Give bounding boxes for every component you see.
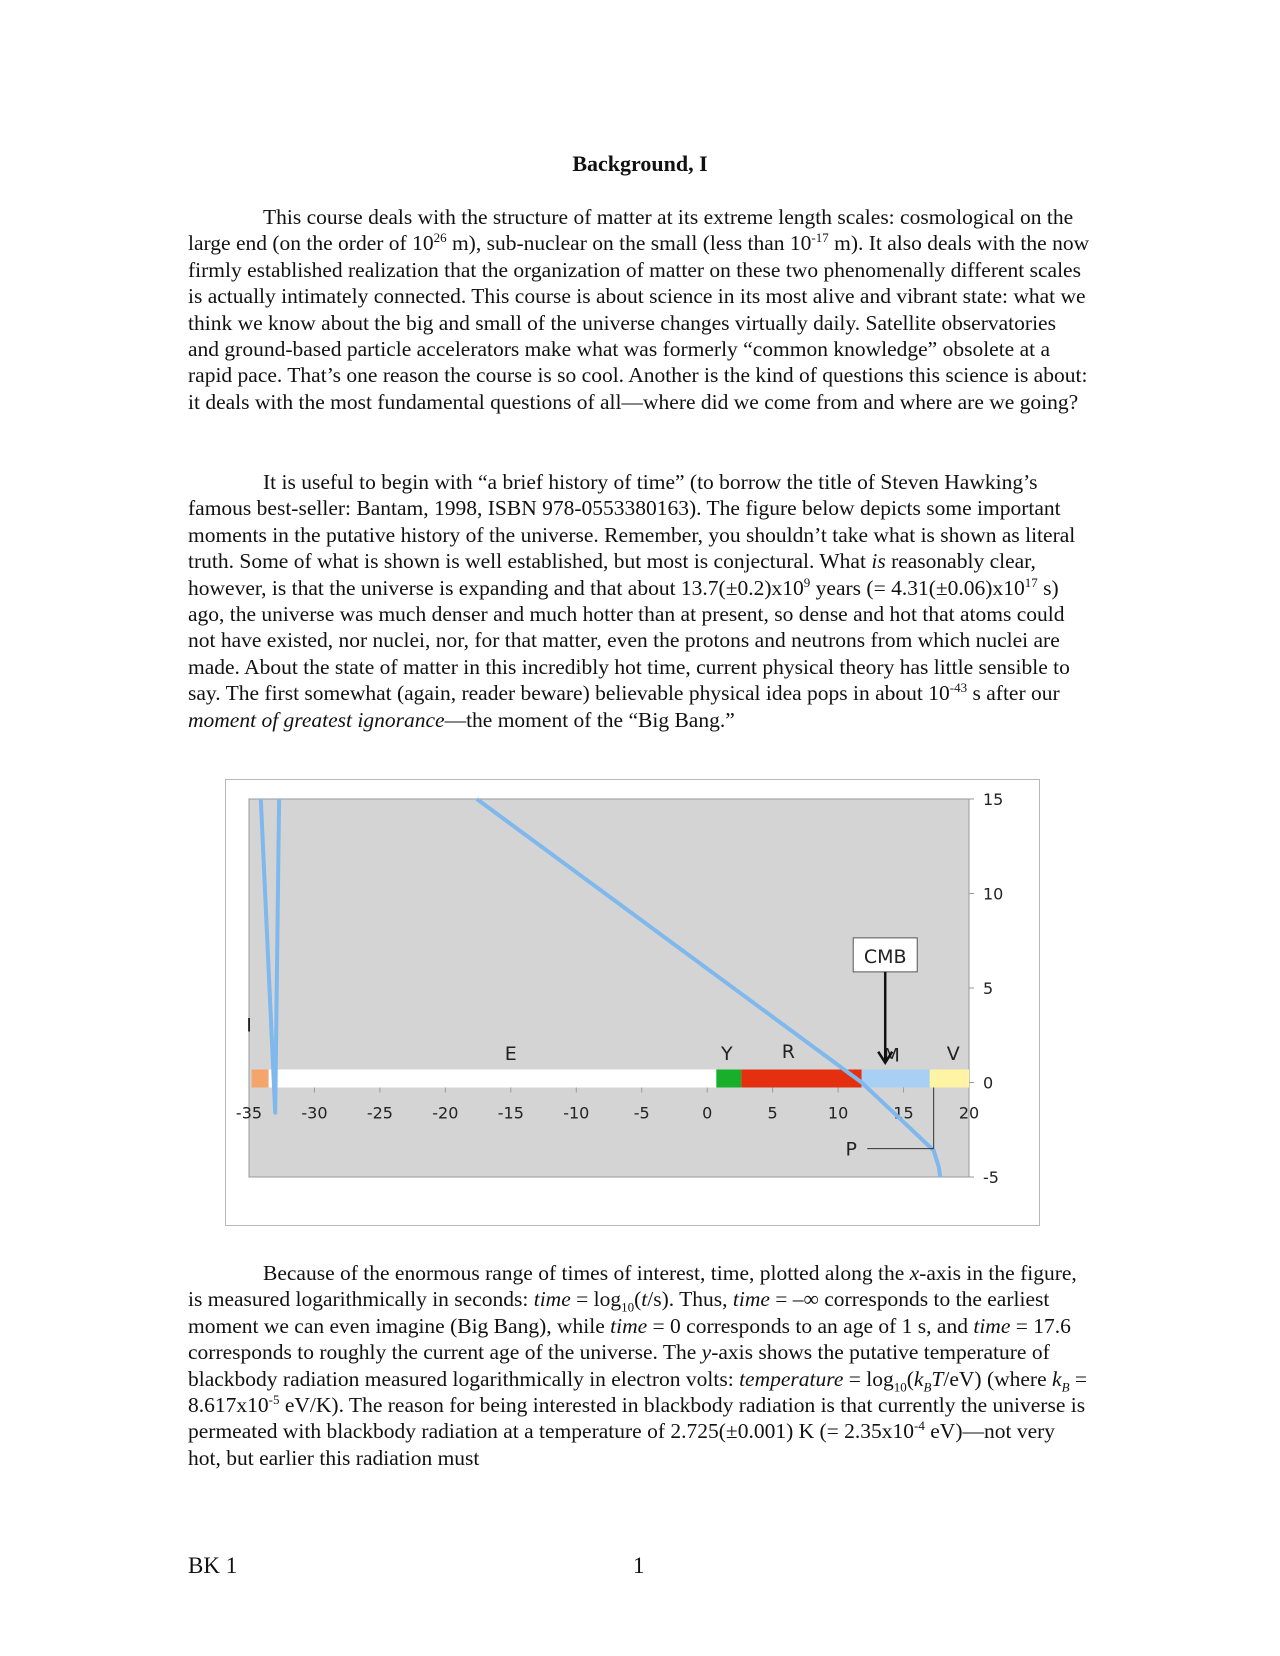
x-tick-label: 10: [827, 1103, 849, 1123]
era-label-r: R: [781, 1040, 795, 1063]
x-tick-label: -25: [366, 1103, 393, 1123]
era-band-r: [741, 1070, 861, 1088]
era-label-v: V: [946, 1042, 960, 1065]
x-tick-label: 15: [893, 1103, 914, 1123]
x-tick-label: 0: [702, 1103, 713, 1123]
x-tick-label: -35: [235, 1103, 263, 1123]
y-tick-label: 0: [983, 1073, 994, 1093]
era-label-y: Y: [721, 1042, 733, 1065]
page-title: Background, I: [572, 151, 708, 176]
x-tick-label: -15: [497, 1103, 524, 1123]
y-tick-label: 15: [983, 790, 1004, 809]
paragraph-axes: Because of the enormous range of times of interest, time, plotted along the x-axis in the figure, is measured logarithmically in seconds: time = $\log_{10}(t/s)$. Thus, time = –∞ corresponds to the earliest moment we can even imagine (Big Bang), while time = 0 corresponds to an age of 1 s, and time = 17.6 corresponds to roughly the current age of the universe. The y-axis shows the putative temperature of blackbody radiation measured logarithmically in electron volts: temperature = $\log_{10}(k_BT/eV)$ (where $k_B = 8.617x10^{-5}$ eV/K). The reason for being interested in blackbody radiation is that currently the universe is permeated with blackbody radiation at a temperature of 2.725(±0.001) K (= $2.35x10^{-4}$ eV)—not very hot, but earlier this radiation must: [188, 1261, 1088, 1470]
era-label-i: I: [246, 1014, 252, 1037]
x-tick-label: 5: [767, 1103, 778, 1123]
era-band-y: [716, 1070, 741, 1088]
cmb-label: CMB: [863, 945, 907, 968]
y-tick-label: 5: [983, 979, 994, 998]
paragraph-intro: This course deals with the structure of matter at its extreme length scales: cosmological on the large end (on the order of $10^{26}$ m), sub-nuclear on the small (less than $10^{-17}$ m). It also deals with the now firmly established realization that the organization of matter on these two phenomenally different scales is actually intimately connected. This course is about science in its most alive and vibrant state: what we think we know about the big and small of the universe changes virtually daily. Satellite observatories and ground-based particle accelerators make what was formerly “common knowledge” obsolete at a rapid pace. That’s one reason the course is so cool. Another is the kind of questions this science is about: it deals with the most fundamental questions of all—where did we come from and where are we going?: [188, 205, 1090, 414]
page-number: 1: [633, 1553, 645, 1578]
x-tick-label: -30: [301, 1103, 328, 1123]
era-band-i: [252, 1070, 269, 1088]
era-band-v: [930, 1070, 969, 1088]
paragraph-history: It is useful to begin with “a brief history of time” (to borrow the title of Steven Hawking’s famous best-seller: Bantam, 1998, ISBN 978-0553380163). The figure below depicts some important moments in the putative history of the universe. Remember, you shouldn’t take what is shown as literal truth. Some of what is shown is well established, but most is conjectural. What is reasonably clear, however, is that the universe is expanding and that about $13.7(\pm 0.2)x10^9$ years (= $4.31(\pm 0.06)x10^{17}$ s) ago, the universe was much denser and much hotter than at present, so dense and hot that atoms could not have existed, nor nuclei, nor, for that matter, even the protons and neutrons from which nuclei are made. About the state of matter in this incredibly hot time, current physical theory has little sensible to say. The first somewhat (again, reader beware) believable physical idea pops in about $10^{-43}$ s after our moment of greatest ignorance—the moment of the “Big Bang.”: [188, 470, 1076, 732]
plot-area: [249, 799, 969, 1177]
footer-label: BK 1: [188, 1553, 238, 1578]
era-band-e: [269, 1070, 717, 1088]
y-tick-label: 10: [983, 884, 1004, 904]
universe-history-chart: [225, 779, 1040, 1226]
p-label: P: [845, 1138, 857, 1161]
x-tick-label: -5: [633, 1103, 650, 1123]
era-label-e: E: [504, 1042, 517, 1065]
era-band-m: [862, 1070, 930, 1088]
x-tick-label: -20: [432, 1103, 459, 1123]
x-tick-label: -10: [563, 1103, 590, 1123]
y-tick-label: -5: [983, 1168, 999, 1187]
era-label-m: M: [883, 1044, 900, 1067]
chart-svg: [226, 780, 1039, 1225]
x-tick-label: 20: [958, 1103, 980, 1123]
